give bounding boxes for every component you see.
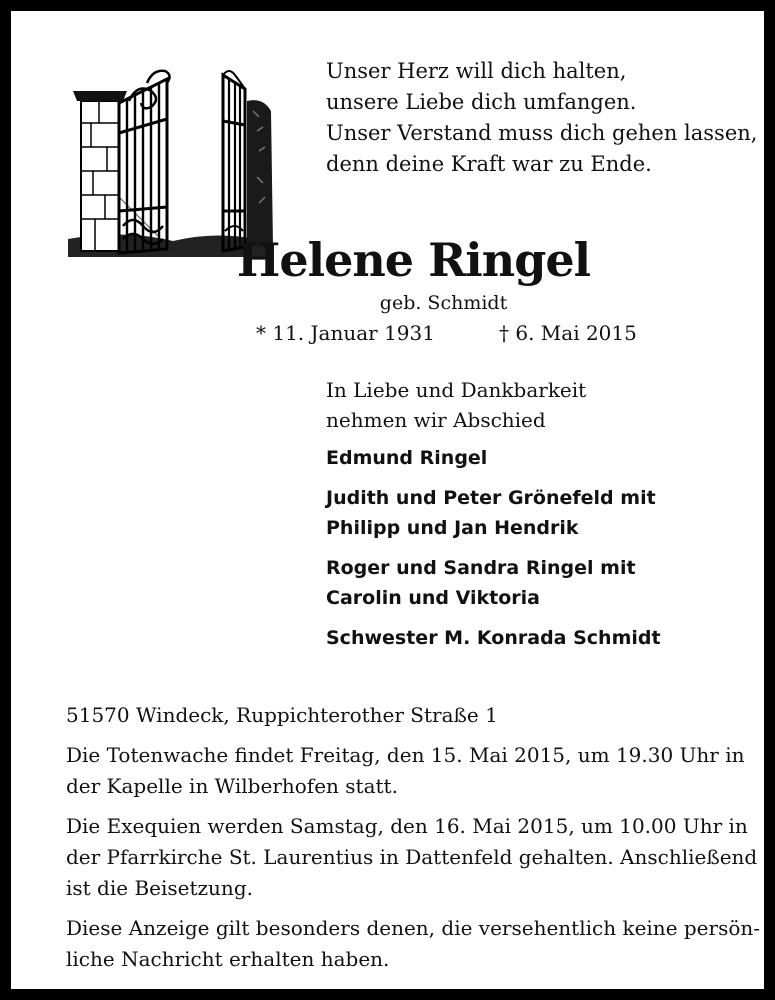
birth-date: * 11. Januar 1931 [256,321,435,345]
mourner-entry [326,553,661,613]
birth-name: geb. Schmidt [379,292,508,314]
mourner-line: Philipp und Jan Hendrik [326,517,579,539]
service-line: Die Exequien werden Samstag, den 16. Mai 2015, um 10.00 Uhr in [66,814,748,838]
verse-line: unsere Liebe dich umfangen. [326,90,637,114]
farewell-text [326,375,586,435]
notice-text [66,913,761,975]
notice-line: Diese Anzeige gilt besonders denen, die versehentlich keine persön- [66,916,761,940]
verse-line: Unser Herz will dich halten, [326,59,627,83]
memorial-verse [326,56,756,180]
wake-line: der Kapelle in Wilberhofen statt. [66,774,398,798]
mourners-list [326,443,661,663]
death-date: † 6. Mai 2015 [499,321,637,345]
farewell-line: In Liebe und Dankbarkeit [326,378,587,402]
mourner-line: Judith und Peter Grönefeld mit [326,487,656,509]
deceased-name: Helene Ringel [236,233,591,287]
mourner-line: Roger und Sandra Ringel mit [326,557,636,579]
birth-name-block [11,292,775,314]
wake-line: Die Totenwache findet Freitag, den 15. Mai 2015, um 19.30 Uhr in [66,743,745,767]
open-garden-gate-icon [63,61,278,261]
address [66,700,746,731]
mourner-line: Edmund Ringel [326,447,488,469]
farewell-line: nehmen wir Abschied [326,408,546,432]
service-information [66,700,761,984]
address-text: 51570 Windeck, Ruppichterother Straße 1 [66,703,498,727]
mourner-line: Carolin und Viktoria [326,587,540,609]
mourner-entry [326,483,661,543]
deceased-name-block [11,233,775,287]
service-notice [66,811,758,904]
verse-line: denn deine Kraft war zu Ende. [326,152,652,176]
wake-notice [66,740,746,802]
mourner-entry [326,443,661,473]
verse-line: Unser Verstand muss dich gehen lassen, [326,121,758,145]
notice-line: liche Nachricht erhalten haben. [66,947,390,971]
service-line: ist die Beisetzung. [66,876,253,900]
mourner-line: Schwester M. Konrada Schmidt [326,627,661,649]
service-line: der Pfarrkirche St. Laurentius in Dattenfeld gehalten. Anschließend [66,845,758,869]
mourner-entry [326,623,661,653]
